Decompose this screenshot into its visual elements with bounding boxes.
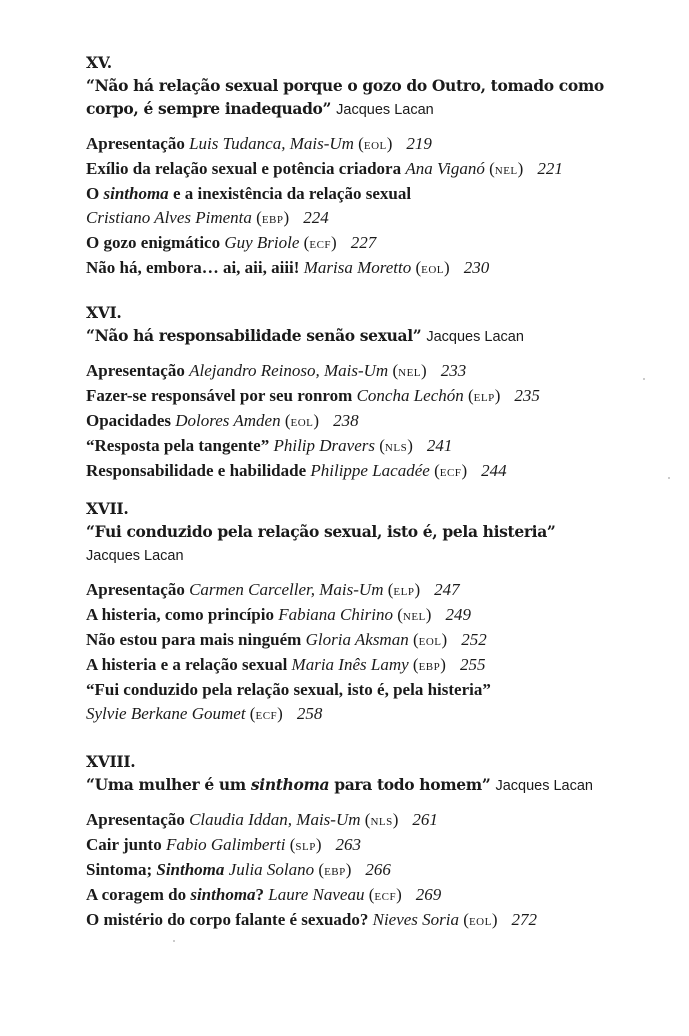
entry-page-number: 255 bbox=[459, 655, 486, 674]
entry-school: eol bbox=[468, 913, 492, 929]
toc-section-xviii bbox=[86, 751, 593, 933]
entry-page-number: 244 bbox=[481, 461, 507, 480]
entry-title: Cair junto bbox=[86, 835, 162, 854]
entry-author: Laure Naveau bbox=[268, 885, 365, 904]
entry-title: O mistério do corpo falante é sexuado? bbox=[86, 910, 369, 929]
entry-school: eol bbox=[421, 261, 445, 277]
toc-entry[interactable]: Fazer-se responsável por seu ronrom Concha Lechón (elp) 235 bbox=[86, 386, 540, 405]
entry-title: Opacidades bbox=[86, 411, 172, 430]
entry-school: ecf bbox=[309, 236, 332, 252]
entry-list bbox=[86, 132, 626, 281]
entry-title: Apresentação bbox=[86, 361, 185, 380]
entry-author: Sylvie Berkane Goumet bbox=[86, 704, 246, 723]
title-part: para todo homem” bbox=[329, 775, 491, 794]
toc-entry[interactable]: Apresentação Claudia Iddan, Mais-Um (nls) 261 bbox=[86, 810, 438, 829]
entry-author: Philip Dravers bbox=[273, 436, 375, 455]
entry-title: O gozo enigmático bbox=[86, 233, 221, 252]
entry-page-number: 238 bbox=[333, 411, 359, 430]
entry-title: A histeria e a relação sexual bbox=[86, 655, 288, 674]
entry-title-italic: sinthoma bbox=[190, 885, 256, 904]
entry-title-part: e a inexistência da relação sexual bbox=[168, 184, 412, 203]
section-title bbox=[86, 74, 626, 122]
toc-entry[interactable]: “Resposta pela tangente” Philip Dravers (nls) 241 bbox=[86, 436, 453, 455]
entry-list bbox=[86, 578, 555, 727]
entry-school: ecf bbox=[374, 888, 397, 904]
entry-page-number: 263 bbox=[335, 835, 362, 854]
toc-entry[interactable]: “Fui conduzido pela relação sexual, isto é, pela histeria” Sylvie Berkane Goumet (ecf) 258 bbox=[86, 680, 491, 723]
entry-title-part: A coragem do bbox=[86, 885, 191, 904]
entry-page-number: 258 bbox=[296, 704, 323, 723]
entry-author: Maria Inês Lamy bbox=[291, 655, 409, 674]
entry-title: “Fui conduzido pela relação sexual, isto é, pela histeria” bbox=[86, 680, 491, 699]
entry-school: ebp bbox=[418, 658, 441, 674]
toc-section-xvi bbox=[86, 302, 540, 484]
toc-entry[interactable]: Sintoma; Sinthoma Julia Solano (ebp) 266 bbox=[86, 860, 391, 879]
entry-author: Gloria Aksman bbox=[305, 630, 409, 649]
entry-page-number: 227 bbox=[350, 233, 377, 252]
entry-author: Ana Viganó bbox=[405, 159, 485, 178]
entry-author: Dolores Amden bbox=[175, 411, 281, 430]
section-title-author: Jacques Lacan bbox=[336, 102, 434, 118]
toc-entry[interactable]: Apresentação Alejandro Reinoso, Mais-Um (nel) 233 bbox=[86, 361, 467, 380]
entry-title: “Resposta pela tangente” bbox=[86, 436, 270, 455]
entry-school: ecf bbox=[439, 464, 462, 480]
section-title-quote: “Fui conduzido pela relação sexual, isto é, pela histeria” bbox=[86, 522, 556, 541]
entry-school: ebp bbox=[324, 863, 346, 879]
entry-page-number: 233 bbox=[440, 361, 467, 380]
entry-author: Carmen Carceller, Mais-Um bbox=[189, 580, 384, 599]
toc-section-xv bbox=[86, 52, 626, 281]
entry-title-part: Sintoma; bbox=[86, 860, 157, 879]
section-title bbox=[86, 324, 540, 349]
entry-school: elp bbox=[393, 583, 415, 599]
section-title-quote: “Não há responsabilidade senão sexual” bbox=[86, 326, 422, 345]
toc-entry[interactable]: O mistério do corpo falante é sexuado? Nieves Soria (eol) 272 bbox=[86, 910, 537, 929]
entry-author: Alejandro Reinoso, Mais-Um bbox=[189, 361, 389, 380]
entry-title-italic: sinthoma bbox=[103, 184, 169, 203]
entry-author: Guy Briole bbox=[224, 233, 300, 252]
entry-school: nel bbox=[494, 162, 518, 178]
entry-school: nls bbox=[370, 813, 393, 829]
section-title-author: Jacques Lacan bbox=[86, 548, 184, 564]
entry-school: eol bbox=[363, 137, 387, 153]
section-title bbox=[86, 773, 593, 798]
entry-page-number: 230 bbox=[463, 258, 490, 277]
entry-school: nls bbox=[384, 439, 408, 455]
entry-title: Fazer-se responsável por seu ronrom bbox=[86, 386, 353, 405]
entry-author: Luis Tudanca, Mais-Um bbox=[189, 134, 354, 153]
toc-entry[interactable]: Apresentação Luis Tudanca, Mais-Um (eol) 219 bbox=[86, 134, 432, 153]
entry-title bbox=[86, 184, 411, 203]
entry-page-number: 252 bbox=[461, 630, 487, 649]
toc-entry[interactable]: O gozo enigmático Guy Briole (ecf) 227 bbox=[86, 233, 377, 252]
entry-title bbox=[86, 885, 264, 904]
entry-page-number: 241 bbox=[426, 436, 453, 455]
entry-school: elp bbox=[473, 389, 495, 405]
entry-school: ecf bbox=[255, 707, 278, 723]
entry-page-number: 224 bbox=[303, 208, 329, 227]
entry-school: nel bbox=[398, 364, 422, 380]
entry-title: Apresentação bbox=[86, 134, 185, 153]
entry-author: Nieves Soria bbox=[372, 910, 460, 929]
entry-author: Claudia Iddan, Mais-Um bbox=[189, 810, 361, 829]
section-numeral: XVIII. bbox=[86, 752, 136, 771]
entry-school: eol bbox=[418, 633, 442, 649]
scan-speck bbox=[668, 477, 670, 479]
entry-title: Não há, embora… ai, aii, aiii! bbox=[86, 258, 300, 277]
entry-title bbox=[86, 860, 224, 879]
entry-school: nel bbox=[402, 608, 426, 624]
section-numeral: XVI. bbox=[86, 303, 122, 322]
title-part-italic: sinthoma bbox=[250, 775, 330, 794]
entry-title-part: O bbox=[86, 184, 104, 203]
entry-title: A histeria, como princípio bbox=[86, 605, 274, 624]
toc-section-xvii bbox=[86, 498, 555, 727]
entry-title: Não estou para mais ninguém bbox=[86, 630, 302, 649]
entry-list bbox=[86, 808, 593, 933]
scan-speck bbox=[173, 940, 175, 942]
entry-author: Concha Lechón bbox=[356, 386, 464, 405]
entry-list bbox=[86, 359, 540, 484]
entry-school: ebp bbox=[261, 211, 284, 227]
toc-entry[interactable]: Responsabilidade e habilidade Philippe Lacadée (ecf) 244 bbox=[86, 461, 507, 480]
entry-title: Apresentação bbox=[86, 580, 185, 599]
section-title-author: Jacques Lacan bbox=[426, 329, 524, 345]
title-part: “Uma mulher é um bbox=[86, 775, 251, 794]
section-numeral: XV. bbox=[86, 53, 112, 72]
section-title-quote: “Não há relação sexual porque o gozo do Outro, tomado como corpo, é sempre inadequado” bbox=[86, 76, 604, 118]
entry-title: Exílio da relação sexual e potência criadora bbox=[86, 159, 402, 178]
entry-school: eol bbox=[290, 414, 314, 430]
entry-title-part: ? bbox=[255, 885, 265, 904]
entry-author: Julia Solano bbox=[228, 860, 315, 879]
section-title-quote bbox=[86, 775, 490, 794]
section-title bbox=[86, 520, 555, 568]
toc-entry[interactable]: Exílio da relação sexual e potência criadora Ana Viganó (nel) 221 bbox=[86, 159, 563, 178]
toc-entry[interactable]: Cair junto Fabio Galimberti (slp) 263 bbox=[86, 835, 362, 854]
entry-page-number: 249 bbox=[445, 605, 471, 624]
entry-school: slp bbox=[295, 838, 316, 854]
entry-page-number: 219 bbox=[406, 134, 432, 153]
entry-author: Philippe Lacadée bbox=[310, 461, 430, 480]
entry-page-number: 221 bbox=[537, 159, 563, 178]
entry-author: Fabio Galimberti bbox=[165, 835, 286, 854]
toc-entry[interactable]: A histeria e a relação sexual Maria Inês Lamy (ebp) 255 bbox=[86, 655, 486, 674]
section-title-author: Jacques Lacan bbox=[495, 778, 593, 794]
toc-entry[interactable]: Não há, embora… ai, aii, aiii! Marisa Moretto (eol) 230 bbox=[86, 258, 490, 277]
entry-title: Responsabilidade e habilidade bbox=[86, 461, 307, 480]
toc-entry[interactable]: Apresentação Carmen Carceller, Mais-Um (elp) 247 bbox=[86, 580, 460, 599]
entry-title-italic: Sinthoma bbox=[156, 860, 225, 879]
entry-page-number: 272 bbox=[511, 910, 537, 929]
toc-entry[interactable]: Opacidades Dolores Amden (eol) 238 bbox=[86, 411, 359, 430]
entry-author: Cristiano Alves Pimenta bbox=[86, 208, 252, 227]
toc-entry[interactable]: A coragem do sinthoma? Laure Naveau (ecf) 269 bbox=[86, 885, 442, 904]
toc-entry[interactable]: O sinthoma e a inexistência da relação sexual Cristiano Alves Pimenta (ebp) 224 bbox=[86, 184, 412, 227]
entry-author: Marisa Moretto bbox=[303, 258, 412, 277]
section-numeral: XVII. bbox=[86, 499, 129, 518]
entry-page-number: 247 bbox=[434, 580, 460, 599]
entry-page-number: 266 bbox=[365, 860, 391, 879]
toc-entry[interactable]: A histeria, como princípio Fabiana Chirino (nel) 249 bbox=[86, 605, 471, 624]
entry-page-number: 235 bbox=[514, 386, 540, 405]
entry-author: Fabiana Chirino bbox=[278, 605, 393, 624]
entry-page-number: 269 bbox=[415, 885, 442, 904]
entry-page-number: 261 bbox=[412, 810, 438, 829]
scan-speck bbox=[643, 378, 645, 380]
entry-title: Apresentação bbox=[86, 810, 185, 829]
toc-entry[interactable]: Não estou para mais ninguém Gloria Aksman (eol) 252 bbox=[86, 630, 487, 649]
